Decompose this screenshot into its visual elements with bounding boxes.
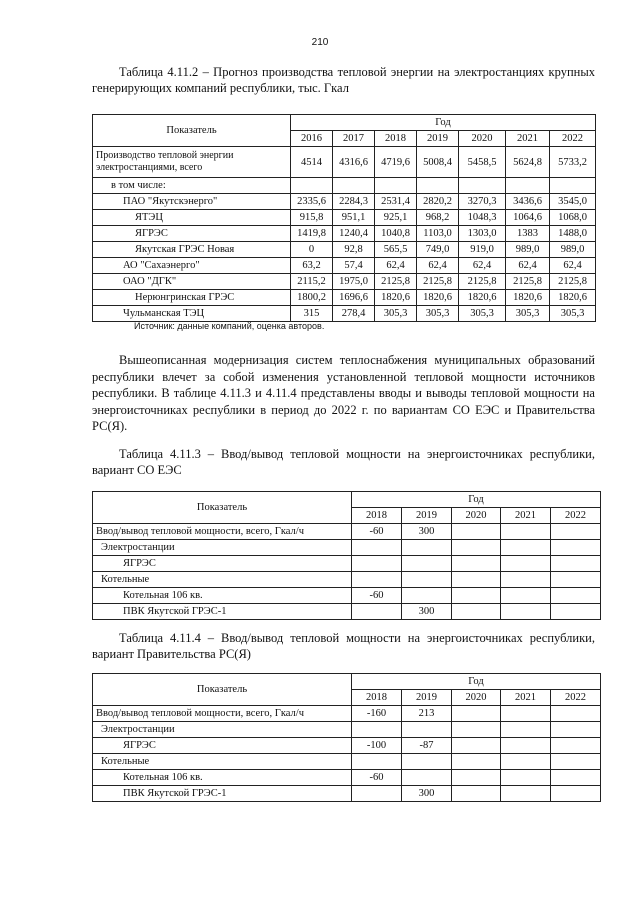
table1-year: 2019 <box>417 131 459 147</box>
table-row <box>93 274 596 290</box>
row-label: в том числе: <box>93 178 291 194</box>
cell: -100 <box>352 738 402 754</box>
cell <box>452 754 501 770</box>
cell: 2115,2 <box>291 274 333 290</box>
cell <box>501 786 551 802</box>
cell <box>452 604 501 620</box>
cell: 4719,6 <box>375 147 417 178</box>
cell <box>551 770 601 786</box>
table-row <box>93 290 596 306</box>
table3-year: 2021 <box>501 690 551 706</box>
cell: 62,4 <box>550 258 596 274</box>
cell <box>452 706 501 722</box>
cell <box>551 738 601 754</box>
table1-year: 2018 <box>375 131 417 147</box>
cell: 1064,6 <box>506 210 550 226</box>
cell <box>551 572 601 588</box>
cell <box>352 540 402 556</box>
row-label: Ввод/вывод тепловой мощности, всего, Гкал/ч <box>93 524 352 540</box>
table1-header-year: Год <box>291 115 596 131</box>
cell <box>501 754 551 770</box>
cell: 1820,6 <box>550 290 596 306</box>
table-row <box>93 524 601 540</box>
table-row <box>93 258 596 274</box>
cell: 3436,6 <box>506 194 550 210</box>
cell <box>551 556 601 572</box>
cell: -160 <box>352 706 402 722</box>
table3 <box>92 673 601 802</box>
cell: 2125,8 <box>375 274 417 290</box>
table3-header-year: Год <box>352 674 601 690</box>
table-row <box>93 770 601 786</box>
table3-year: 2020 <box>452 690 501 706</box>
table-row <box>93 722 601 738</box>
row-label: ЯГРЭС <box>93 226 291 242</box>
table-row <box>93 754 601 770</box>
cell: 4514 <box>291 147 333 178</box>
cell: -60 <box>352 524 402 540</box>
row-label: ЯТЭЦ <box>93 210 291 226</box>
cell: 305,3 <box>375 306 417 322</box>
cell <box>551 604 601 620</box>
row-label: АО "Сахаэнерго" <box>93 258 291 274</box>
page-number: 210 <box>311 37 329 48</box>
cell: 1696,6 <box>333 290 375 306</box>
cell: 919,0 <box>459 242 506 258</box>
cell <box>452 738 501 754</box>
cell: 2820,2 <box>417 194 459 210</box>
table1-year: 2021 <box>506 131 550 147</box>
cell <box>550 178 596 194</box>
cell <box>417 178 459 194</box>
row-label: Котельные <box>93 754 352 770</box>
cell: 2125,8 <box>459 274 506 290</box>
cell: 213 <box>402 706 452 722</box>
cell: 2125,8 <box>506 274 550 290</box>
cell: 1820,6 <box>506 290 550 306</box>
table1-year: 2017 <box>333 131 375 147</box>
row-label: Электростанции <box>93 540 352 556</box>
cell <box>452 556 501 572</box>
table1 <box>92 114 596 322</box>
cell: 1820,6 <box>417 290 459 306</box>
cell: 305,3 <box>459 306 506 322</box>
table2-year: 2020 <box>452 508 501 524</box>
cell <box>402 540 452 556</box>
cell: 1975,0 <box>333 274 375 290</box>
cell <box>352 722 402 738</box>
cell <box>402 572 452 588</box>
cell <box>452 588 501 604</box>
table1-year: 2020 <box>459 131 506 147</box>
cell <box>501 524 551 540</box>
cell <box>352 572 402 588</box>
table2-year: 2022 <box>551 508 601 524</box>
cell: 300 <box>402 604 452 620</box>
cell: 300 <box>402 786 452 802</box>
table-row <box>93 572 601 588</box>
cell <box>452 770 501 786</box>
row-label: Котельная 106 кв. <box>93 588 352 604</box>
cell <box>501 588 551 604</box>
cell: 57,4 <box>333 258 375 274</box>
row-label: ПВК Якутской ГРЭС-1 <box>93 786 352 802</box>
cell: 989,0 <box>506 242 550 258</box>
cell <box>452 540 501 556</box>
row-label: Котельная 106 кв. <box>93 770 352 786</box>
cell <box>452 572 501 588</box>
table-row <box>93 706 601 722</box>
row-label: Производство тепловой энергии электростанциями, всего <box>93 147 291 178</box>
row-label: ЯГРЭС <box>93 556 352 572</box>
table2 <box>92 491 601 620</box>
table2-header-indicator: Показатель <box>93 492 352 524</box>
cell: 305,3 <box>417 306 459 322</box>
cell: 5008,4 <box>417 147 459 178</box>
cell: 2125,8 <box>417 274 459 290</box>
table2-year: 2019 <box>402 508 452 524</box>
cell <box>501 572 551 588</box>
cell <box>551 524 601 540</box>
cell: 2284,3 <box>333 194 375 210</box>
cell: 968,2 <box>417 210 459 226</box>
table-row <box>93 210 596 226</box>
cell <box>506 178 550 194</box>
cell <box>501 556 551 572</box>
row-label: Электростанции <box>93 722 352 738</box>
cell: 989,0 <box>550 242 596 258</box>
cell <box>551 722 601 738</box>
row-label: Чульманская ТЭЦ <box>93 306 291 322</box>
table2-header-year: Год <box>352 492 601 508</box>
table-row <box>93 556 601 572</box>
table2-year: 2018 <box>352 508 402 524</box>
cell: 1303,0 <box>459 226 506 242</box>
cell: 62,4 <box>459 258 506 274</box>
cell: 2125,8 <box>550 274 596 290</box>
row-label: Ввод/вывод тепловой мощности, всего, Гкал/ч <box>93 706 352 722</box>
table2-year: 2021 <box>501 508 551 524</box>
table-row <box>93 738 601 754</box>
table-row <box>93 540 601 556</box>
table2-caption: Таблица 4.11.3 – Ввод/вывод тепловой мощности на энергоисточниках республики, вариант СО ЕЭС <box>92 447 595 477</box>
cell: 1419,8 <box>291 226 333 242</box>
cell <box>402 722 452 738</box>
cell <box>333 178 375 194</box>
cell: 3270,3 <box>459 194 506 210</box>
table3-year: 2022 <box>551 690 601 706</box>
table3-year: 2019 <box>402 690 452 706</box>
cell <box>501 738 551 754</box>
cell <box>352 786 402 802</box>
cell: 1068,0 <box>550 210 596 226</box>
cell: 3545,0 <box>550 194 596 210</box>
cell: 1820,6 <box>375 290 417 306</box>
cell <box>352 754 402 770</box>
row-label: ОАО "ДГК" <box>93 274 291 290</box>
cell: 2335,6 <box>291 194 333 210</box>
cell: 2531,4 <box>375 194 417 210</box>
cell <box>352 604 402 620</box>
cell <box>452 524 501 540</box>
row-label: ЯГРЭС <box>93 738 352 754</box>
table-row <box>93 226 596 242</box>
cell: 1240,4 <box>333 226 375 242</box>
cell: 278,4 <box>333 306 375 322</box>
table-row <box>93 588 601 604</box>
cell <box>291 178 333 194</box>
cell <box>501 604 551 620</box>
cell: 4316,6 <box>333 147 375 178</box>
table-row <box>93 306 596 322</box>
cell: 63,2 <box>291 258 333 274</box>
cell: 1040,8 <box>375 226 417 242</box>
cell <box>459 178 506 194</box>
cell: 1383 <box>506 226 550 242</box>
cell: 5458,5 <box>459 147 506 178</box>
cell <box>402 588 452 604</box>
row-label: ПВК Якутской ГРЭС-1 <box>93 604 352 620</box>
row-label: Котельные <box>93 572 352 588</box>
cell: 62,4 <box>506 258 550 274</box>
cell: 951,1 <box>333 210 375 226</box>
row-label: Якутская ГРЭС Новая <box>93 242 291 258</box>
cell: 5624,8 <box>506 147 550 178</box>
cell: 1488,0 <box>550 226 596 242</box>
cell: 305,3 <box>506 306 550 322</box>
cell <box>375 178 417 194</box>
cell <box>551 754 601 770</box>
cell <box>452 786 501 802</box>
cell <box>501 722 551 738</box>
table1-caption: Таблица 4.11.2 – Прогноз производства тепловой энергии на электростанциях крупных генерирующих компаний республики, тыс. Гкал <box>92 65 595 95</box>
cell: -87 <box>402 738 452 754</box>
cell <box>551 786 601 802</box>
cell <box>402 754 452 770</box>
cell <box>551 540 601 556</box>
cell: 315 <box>291 306 333 322</box>
table3-year: 2018 <box>352 690 402 706</box>
body-paragraph: Вышеописанная модернизация систем теплоснабжения муниципальных образований республики влечет за собой изменения установленной тепловой мощности источников республики. В таблице 4.11.3 и 4.11.4 представлены вводы и выводы тепловой мощности на энергоисточниках республики в период до 2022 г. по вариантам СО ЕЭС и Правительства РС(Я). <box>92 353 595 433</box>
cell <box>501 540 551 556</box>
table-row <box>93 178 596 194</box>
table-row <box>93 786 601 802</box>
cell: 62,4 <box>417 258 459 274</box>
table3-header-indicator: Показатель <box>93 674 352 706</box>
cell: 1103,0 <box>417 226 459 242</box>
cell <box>352 556 402 572</box>
cell <box>551 706 601 722</box>
row-label: Нерюнгринская ГРЭС <box>93 290 291 306</box>
cell: 92,8 <box>333 242 375 258</box>
cell: 915,8 <box>291 210 333 226</box>
cell <box>402 770 452 786</box>
cell: 925,1 <box>375 210 417 226</box>
table1-year: 2016 <box>291 131 333 147</box>
cell: 0 <box>291 242 333 258</box>
cell: 305,3 <box>550 306 596 322</box>
cell: 1048,3 <box>459 210 506 226</box>
table-row <box>93 242 596 258</box>
table1-year: 2022 <box>550 131 596 147</box>
row-label: ПАО "Якутскэнерго" <box>93 194 291 210</box>
cell <box>402 556 452 572</box>
table-row <box>93 604 601 620</box>
cell: 5733,2 <box>550 147 596 178</box>
cell: -60 <box>352 770 402 786</box>
cell: 62,4 <box>375 258 417 274</box>
cell: 565,5 <box>375 242 417 258</box>
table3-caption: Таблица 4.11.4 – Ввод/вывод тепловой мощности на энергоисточниках республики, вариант Правительства РС(Я) <box>92 631 595 661</box>
cell: -60 <box>352 588 402 604</box>
table1-header-indicator: Показатель <box>93 115 291 147</box>
cell: 749,0 <box>417 242 459 258</box>
cell <box>551 588 601 604</box>
cell <box>501 706 551 722</box>
table-row <box>93 194 596 210</box>
cell: 1800,2 <box>291 290 333 306</box>
cell <box>501 770 551 786</box>
cell: 300 <box>402 524 452 540</box>
cell: 1820,6 <box>459 290 506 306</box>
table1-source: Источник: данные компаний, оценка авторов. <box>134 321 325 331</box>
table-row <box>93 147 596 178</box>
cell <box>452 722 501 738</box>
